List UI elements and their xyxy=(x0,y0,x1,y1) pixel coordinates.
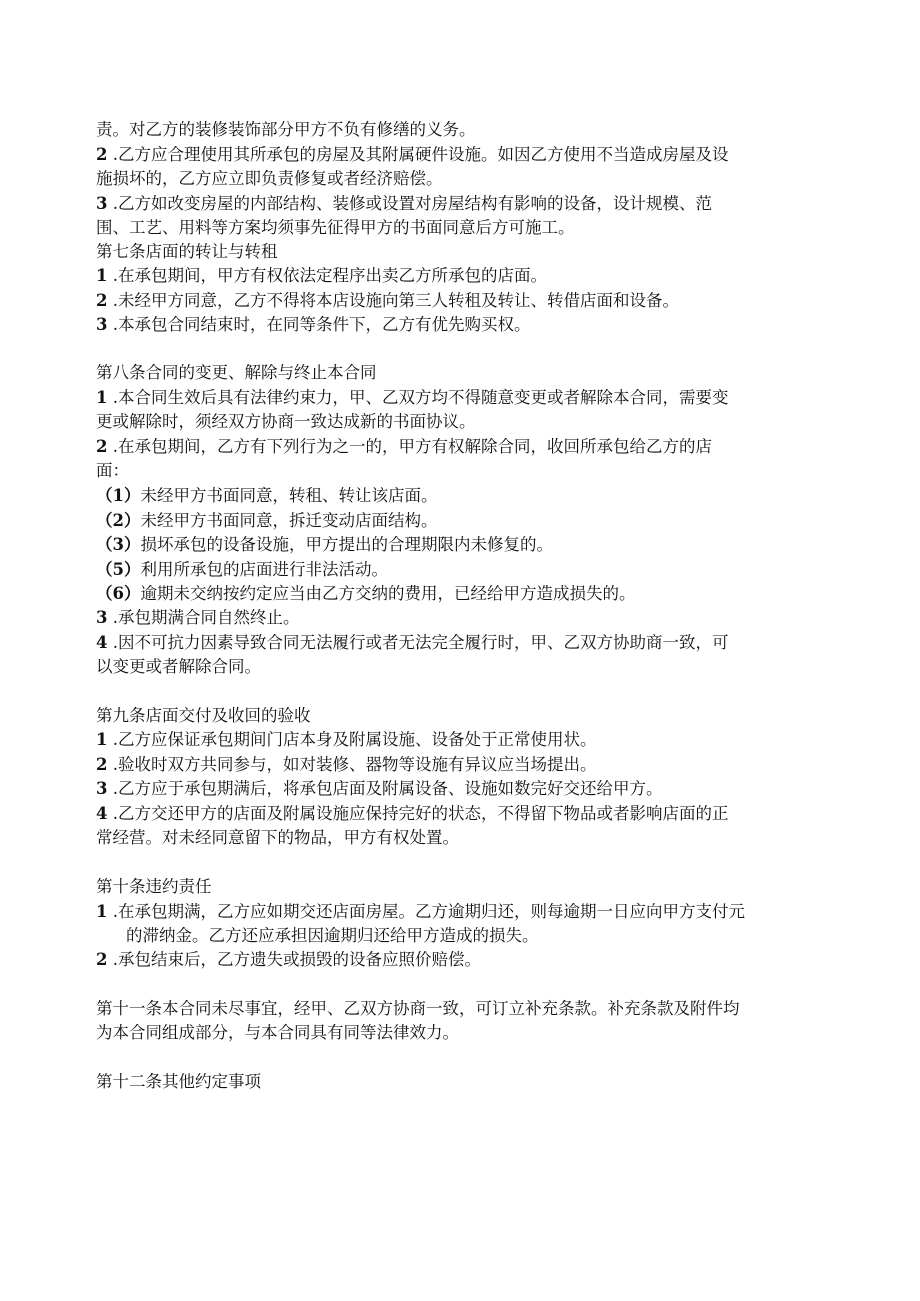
numbered-item: 3 .乙方如改变房屋的内部结构、装修或设置对房屋结构有影响的设备，设计规模、范 xyxy=(96,194,712,213)
numbered-item: 1 .在承包期满，乙方应如期交还店面房屋。乙方逾期归还，则每逾期一日应向甲方支付元 xyxy=(96,902,745,921)
sub-item: （6）逾期未交纳按约定应当由乙方交纳的费用，已经给甲方造成损失的。 xyxy=(96,584,636,603)
numbered-item: 3 .本承包合同结束时，在同等条件下，乙方有优先购买权。 xyxy=(96,315,531,334)
text-line: 围、工艺、用料等方案均须事先征得甲方的书面同意后方可施工。 xyxy=(96,218,575,237)
text-line: 以变更或者解除合同。 xyxy=(96,657,261,676)
section-heading-7: 第七条店面的转让与转租 xyxy=(96,242,278,261)
sub-item: （1）未经甲方书面同意，转租、转让该店面。 xyxy=(96,486,438,505)
numbered-item: 1 .在承包期间，甲方有权依法定程序出卖乙方所承包的店面。 xyxy=(96,266,547,285)
section-heading-12: 第十二条其他约定事项 xyxy=(96,1072,261,1091)
text-line: 责。对乙方的装修装饰部分甲方不负有修缮的义务。 xyxy=(96,120,476,139)
section-heading-11: 第十一条本合同未尽事宜，经甲、乙双方协商一致，可订立补充条款。补充条款及附件均 xyxy=(96,999,740,1018)
numbered-item: 2 .乙方应合理使用其所承包的房屋及其附属硬件设施。如因乙方使用不当造成房屋及设 xyxy=(96,145,729,164)
numbered-item: 2 .未经甲方同意，乙方不得将本店设施向第三人转租及转让、转借店面和设备。 xyxy=(96,291,679,310)
numbered-item: 2 .验收时双方共同参与，如对装修、器物等设施有异议应当场提出。 xyxy=(96,755,597,774)
sub-item: （5）利用所承包的店面进行非法活动。 xyxy=(96,560,388,579)
text-line: 常经营。对未经同意留下的物品，甲方有权处置。 xyxy=(96,828,459,847)
numbered-item: 3 .承包期满合同自然终止。 xyxy=(96,608,300,627)
section-heading-10: 第十条违约责任 xyxy=(96,877,212,896)
text-line: 更或解除时，须经双方协商一致达成新的书面协议。 xyxy=(96,412,476,431)
text-line: 的滞纳金。乙方还应承担因逾期归还给甲方造成的损失。 xyxy=(126,926,539,945)
numbered-item: 2 .在承包期间，乙方有下列行为之一的，甲方有权解除合同，收回所承包给乙方的店 xyxy=(96,437,712,456)
numbered-item: 1 .乙方应保证承包期间门店本身及附属设施、设备处于正常使用状。 xyxy=(96,730,597,749)
numbered-item: 2 .承包结束后，乙方遗失或损毁的设备应照价赔偿。 xyxy=(96,950,481,969)
numbered-item: 4 .乙方交还甲方的店面及附属设施应保持完好的状态，不得留下物品或者影响店面的正 xyxy=(96,804,729,823)
numbered-item: 4 .因不可抗力因素导致合同无法履行或者无法完全履行时，甲、乙双方协助商一致，可 xyxy=(96,633,729,652)
text-line: 面： xyxy=(96,461,129,480)
text-line: 为本合同组成部分，与本合同具有同等法律效力。 xyxy=(96,1023,459,1042)
section-heading-8: 第八条合同的变更、解除与终止本合同 xyxy=(96,363,377,382)
numbered-item: 1 .本合同生效后具有法律约束力，甲、乙双方均不得随意变更或者解除本合同，需要变 xyxy=(96,388,729,407)
section-heading-9: 第九条店面交付及收回的验收 xyxy=(96,706,311,725)
sub-item: （3）损坏承包的设备设施，甲方提出的合理期限内未修复的。 xyxy=(96,535,553,554)
numbered-item: 3 .乙方应于承包期满后，将承包店面及附属设备、设施如数完好交还给甲方。 xyxy=(96,779,663,798)
text-line: 施损坏的，乙方应立即负责修复或者经济赔偿。 xyxy=(96,169,443,188)
sub-item: （2）未经甲方书面同意，拆迁变动店面结构。 xyxy=(96,511,438,530)
